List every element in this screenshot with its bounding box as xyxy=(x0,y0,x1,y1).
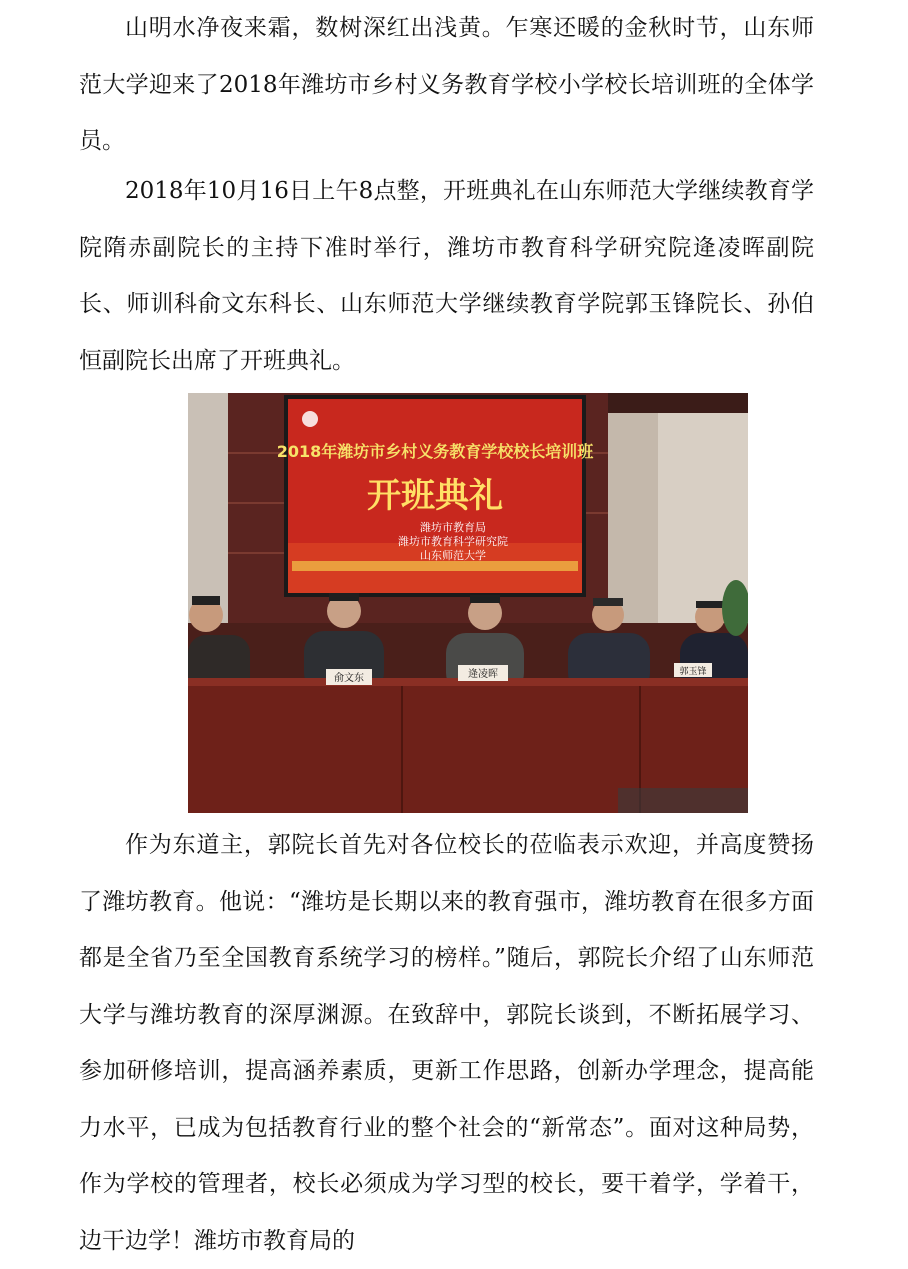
ceremony-photo xyxy=(188,393,748,813)
screen-title: 2018年潍坊市乡村义务教育学校校长培训班 xyxy=(276,442,594,461)
screen-org-2: 潍坊市教育科学研究院 xyxy=(398,535,508,548)
paragraph-speech: 作为东道主，郭院长首先对各位校长的莅临表示欢迎，并高度赞扬了潍坊教育。他说：“潍坊是长期以来的教育强市，潍坊教育在很多方面都是全省乃至全国教育系统学习的榜样。”随后，郭院长介绍了山东师范大学与潍坊教育的深厚渊源。在致辞中，郭院长谈到，不断拓展学习、参加研修培训，提高涵养素质，更新工作思路，创新办学理念，提高能力水平，已成为包括教育行业的整个社会的“新常态”。面对这种局势，作为学校的管理者，校长必须成为学习型的校长，要干着学，学着干，边干边学！潍坊市教育局的 xyxy=(79,832,814,1254)
screen-org-3: 山东师范大学 xyxy=(420,549,486,562)
nameplate-1: 俞文东 xyxy=(334,673,364,684)
nameplate-2: 逄凌晖 xyxy=(468,669,498,680)
paragraph-intro: 山明水净夜来霜，数树深红出浅黄。乍寒还暖的金秋时节，山东师范大学迎来了2018年潍坊市乡村义务教育学校小学校长培训班的全体学员。 xyxy=(79,15,814,154)
screen-subtitle: 开班典礼 xyxy=(367,476,503,516)
screen-org-1: 潍坊市教育局 xyxy=(420,521,486,534)
paragraph-ceremony: 2018年10月16日上午8点整，开班典礼在山东师范大学继续教育学院隋赤副院长的主持下准时举行，潍坊市教育科学研究院逄凌晖副院长、师训科俞文东科长、山东师范大学继续教育学院郭玉锋院长、孙伯恒副院长出席了开班典礼。 xyxy=(79,178,814,374)
nameplate-3: 郭玉锋 xyxy=(679,667,707,677)
